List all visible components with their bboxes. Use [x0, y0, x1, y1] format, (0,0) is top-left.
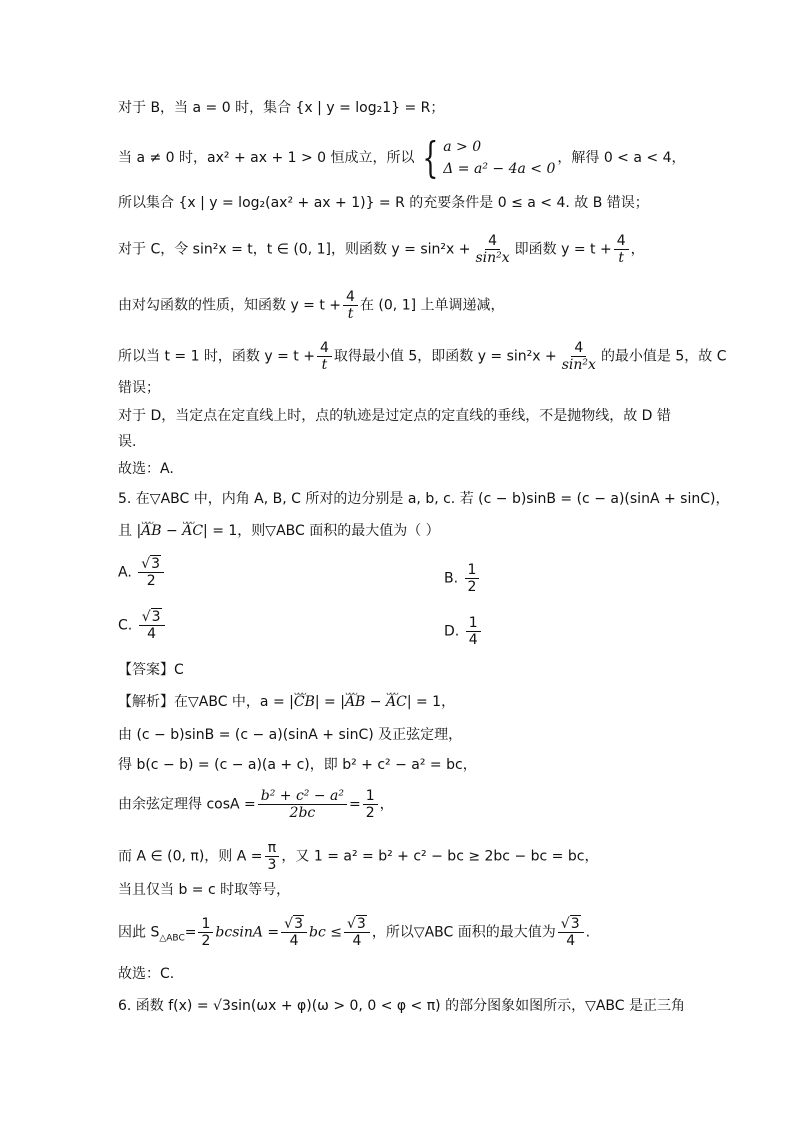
analysis-line-4: 由余弦定理得 cosA = $\frac{\text{b² + c² − a²}}{2bc}$ = $\frac{1}{2}$ ， — [118, 788, 394, 821]
analysis-line-8: 故选：C. — [118, 966, 175, 982]
option-d: D. $\frac{1}{4}$ — [444, 615, 483, 648]
option-b: B. $\frac{1}{2}$ — [444, 562, 481, 595]
question-5: 5. 在▽ABC 中，内角 A, B, C 所对的边分别是 a, b, c. 若 (c − b)sinB = (c − a)(sinA + sinC)， — [118, 491, 730, 507]
analysis-line-1: 【解析】在▽ABC 中，a = |ᴗᴗᴗ CB| = |ᴗᴗᴗ AB − ᴗᴗᴗ AC| = 1， — [118, 692, 455, 712]
line-option-b: 对于 B，当 a = 0 时，集合 {x | y = log₂1} = R； — [118, 100, 445, 116]
analysis-line-5: 而 A ∈ (0, π)，则 A = $\frac{\pi}{3}$ ，又 1 = a² = b² + c² − bc ≥ 2bc − bc = bc， — [118, 840, 599, 873]
analysis-line-6: 当且仅当 b = c 时取等号， — [118, 882, 291, 898]
question-6: 6. 函数 f(x) = √3sin(ωx + φ)(ω > 0, 0 < φ < π) 的部分图象如图所示，▽ABC 是正三角 — [118, 998, 686, 1014]
line-minimum: 所以当 t = 1 时，函数 y = t + $\frac{4}{t}$ 取得最小值 5，即函数 y = sin²x + $\frac{4}{\text{sin²x}}$ 的最小值是 5，故 C — [118, 340, 727, 373]
line-hook-function: 由对勾函数的性质，知函数 y = t + $\frac{4}{t}$ 在 (0, 1] 上单调递减， — [118, 289, 505, 322]
analysis-line-7: 因此 $S_{\triangle ABC}=$ $\frac{1}{2}$ bcsinA = $\frac{√3}{4}$ bc ≤ $\frac{√3}{4}$ ，所以▽ABC 面积的最大值为 $\frac{√3}{4}$ . — [118, 916, 591, 949]
line-option-d-cont: 误. — [118, 434, 137, 450]
choice-line: 故选：A. — [118, 461, 174, 477]
brace-icon: { — [421, 133, 438, 182]
analysis-line-3: 得 b(c − b) = (c − a)(a + c)，即 b² + c² − a² = bc， — [118, 757, 477, 773]
line-option-c: 对于 C，令 sin²x = t，t ∈ (0, 1]，则函数 y = sin²x + $\frac{4}{\text{sin²x}}$ 即函数 y = t + $\frac{4}{t}$ ， — [118, 233, 645, 266]
line-option-d: 对于 D，当定点在定直线上时，点的轨迹是过定点的定直线的垂线，不是抛物线，故 D 错 — [118, 408, 671, 424]
answer-label: 【答案】C — [118, 662, 184, 678]
option-c: C. $\frac{√3}{4}$ — [118, 609, 167, 642]
line-a-nonzero: 当 a ≠ 0 时，ax² + ax + 1 > 0 恒成立，所以 { a > 0 Δ = a² − 4a < 0 ，解得 0 < a < 4， — [118, 133, 686, 182]
option-a: A. $\frac{√3}{2}$ — [118, 556, 166, 589]
inequality-system: { a > 0 Δ = a² − 4a < 0 — [421, 133, 556, 182]
line-set-condition: 所以集合 {x | y = log₂(ax² + ax + 1)} = R 的充要条件是 0 ≤ a < 4. 故 B 错误； — [118, 195, 649, 211]
question-5-cont: 且 |ᴗᴗᴗ AB − ᴗᴗᴗ AC| = 1，则▽ABC 面积的最大值为（ ） — [118, 521, 440, 541]
line-c-wrong: 错误； — [118, 380, 160, 396]
analysis-line-2: 由 (c − b)sinB = (c − a)(sinA + sinC) 及正弦定理， — [118, 727, 463, 743]
